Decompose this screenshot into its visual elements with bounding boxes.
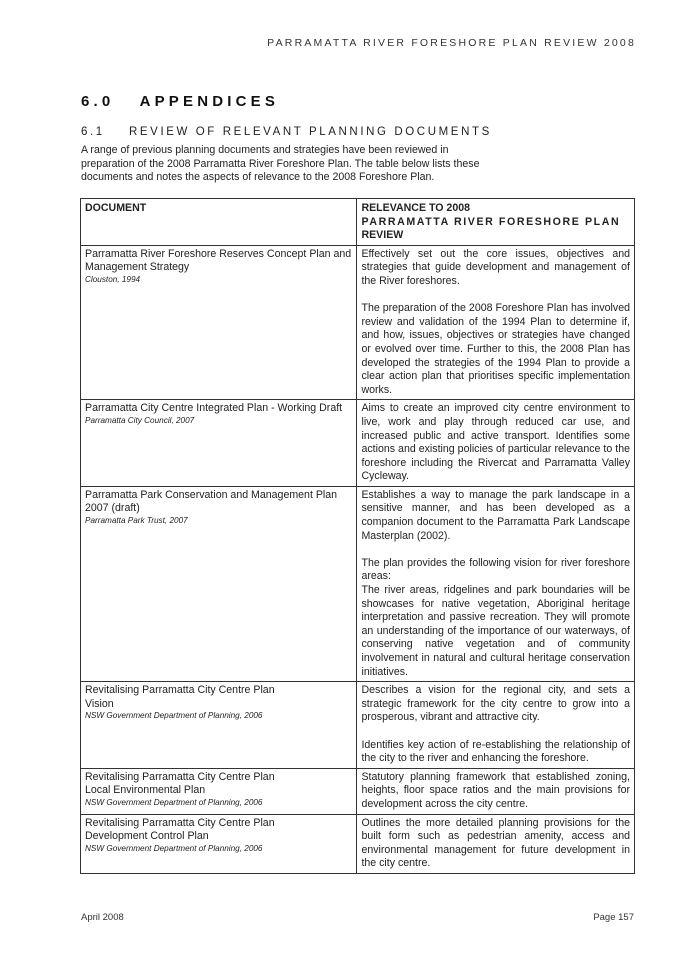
table-row — [81, 814, 635, 873]
relevance-cell — [357, 245, 635, 400]
document-cell — [81, 682, 357, 769]
header-relevance-line3: REVIEW — [361, 229, 404, 242]
document-title: Parramatta Park Conservation and Management Plan 2007 (draft) — [85, 488, 338, 515]
document-cell — [81, 486, 357, 681]
document-source: NSW Government Department of Planning, 2006 — [85, 843, 263, 853]
table-body — [81, 245, 635, 873]
table-row — [81, 400, 635, 487]
section-name: APPENDICES — [139, 93, 280, 110]
table-row — [81, 486, 635, 681]
document-cell — [81, 768, 357, 814]
document-source: Parramatta City Council, 2007 — [85, 415, 195, 425]
header-relevance-line2: PARRAMATTA RIVER FORESHORE PLAN — [361, 215, 621, 228]
document-cell — [81, 245, 357, 400]
running-header: PARRAMATTA RIVER FORESHORE PLAN REVIEW 2008 — [267, 37, 636, 49]
document-title: Revitalising Parramatta City Centre Plan Local Environmental Plan — [85, 770, 275, 797]
subsection-title — [81, 126, 492, 138]
relevance-paragraph: Aims to create an improved city centre environment to live, work and play through reduced car use, and increased public and active transport. Identifies some actions and existing policies of particular relevance to the foreshore including the Rivercat and Parramatta Valley Cycleway. — [361, 402, 630, 483]
relevance-paragraph: The plan provides the following vision for river foreshore areas: The river areas, ridgelines and park boundaries will be showcases for native vegetation, Aboriginal heritage interpretation and passive recreation. They will promote an understanding of the importance of our waterways, of conserving native vegetation and of community involvement in natural and cultural heritage conservation initiatives. — [361, 556, 630, 678]
header-relevance — [357, 199, 635, 246]
relevance-paragraph: Identifies key action of re-establishing the relationship of the city to the river and enhancing the foreshore. — [361, 738, 630, 765]
document-source: Clouston, 1994 — [85, 274, 141, 284]
document-source: NSW Government Department of Planning, 2006 — [85, 797, 263, 807]
header-document: DOCUMENT — [81, 199, 357, 246]
table-row — [81, 768, 635, 814]
subsection-name: REVIEW OF RELEVANT PLANNING DOCUMENTS — [129, 126, 492, 138]
header-relevance-line1: RELEVANCE TO 2008 — [361, 202, 470, 214]
table-row — [81, 682, 635, 769]
table-header-row — [81, 199, 635, 246]
document-title: Parramatta River Foreshore Reserves Concept Plan and Management Strategy — [85, 247, 352, 274]
relevance-paragraph: Describes a vision for the regional city, and sets a strategic framework for the city centre to grow into a prosperous, vibrant and attractive city. — [361, 684, 630, 724]
section-number: 6.0 — [81, 93, 115, 110]
intro-paragraph: A range of previous planning documents and strategies have been reviewed in preparation of the 2008 Parramatta River Foreshore Plan. The table below lists these documents and notes the aspects of relevance to the 2008 Foreshore Plan. — [81, 144, 480, 183]
document-source: NSW Government Department of Planning, 2006 — [85, 711, 263, 721]
relevance-paragraph: Effectively set out the core issues, objectives and strategies that guide development and management of the River foreshores. — [361, 247, 630, 287]
relevance-cell — [357, 682, 635, 769]
relevance-paragraph: Statutory planning framework that established zoning, heights, floor space ratios and the main provisions for development across the city centre. — [361, 770, 630, 810]
footer-date: April 2008 — [81, 912, 124, 923]
relevance-cell — [357, 814, 635, 873]
document-cell — [81, 814, 357, 873]
subsection-number: 6.1 — [81, 126, 105, 138]
document-cell — [81, 400, 357, 487]
relevance-paragraph: Establishes a way to manage the park landscape in a sensitive manner, and has been developed as a companion document to the Parramatta Park Landscape Masterplan (2002). — [361, 488, 630, 542]
document-title: Revitalising Parramatta City Centre Plan Vision — [85, 684, 275, 710]
document-source: Parramatta Park Trust, 2007 — [85, 516, 188, 526]
relevance-cell — [357, 486, 635, 681]
document-title: Parramatta City Centre Integrated Plan - Working Draft — [85, 402, 343, 415]
relevance-paragraph: The preparation of the 2008 Foreshore Plan has involved review and validation of the 1994 Plan to determine if, and how, issues, objectives or strategies have changed or evolved over time. Further to this, the 2008 Plan has developed the strategies of the 1994 Plan to provide a clear action plan that prioritises specific implementation works. — [361, 302, 630, 396]
relevance-cell — [357, 768, 635, 814]
relevance-paragraph: Outlines the more detailed planning provisions for the built form such as pedestrian amenity, access and environmental management for future development in the city centre. — [361, 816, 630, 870]
section-title — [81, 93, 279, 110]
footer-page-number: Page 157 — [593, 912, 634, 923]
documents-table — [80, 198, 635, 874]
document-title: Revitalising Parramatta City Centre Plan Development Control Plan — [85, 816, 275, 843]
table-row — [81, 245, 635, 400]
relevance-cell — [357, 400, 635, 487]
